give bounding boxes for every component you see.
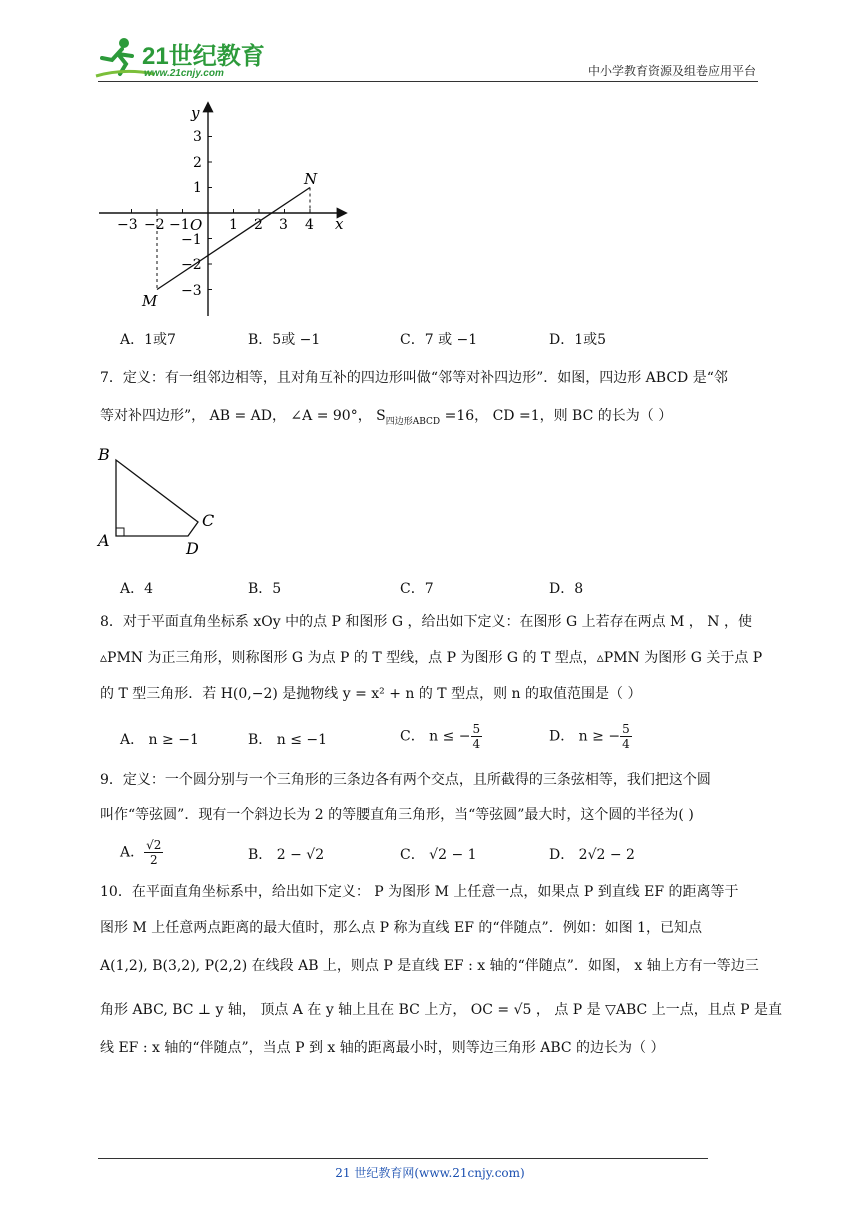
q9-text-line1: 9．定义：一个圆分别与一个三角形的三条边各有两个交点，且所截得的三条弦相等，我们把这个圆 <box>100 772 711 788</box>
y-tick: 2 <box>193 155 202 171</box>
site-logo <box>94 34 264 82</box>
q7-text-line2: 等对补四边形”， AB = AD， ∠A = 90°， $S_{四边形ABCD} =16$， CD =1，则 BC 的长为（ ） <box>100 408 673 427</box>
q6-option-a[interactable]: A．1或7 <box>120 332 176 348</box>
header-platform-text: 中小学教育资源及组卷应用平台 <box>587 64 756 78</box>
x-tick: −1 <box>169 217 190 233</box>
origin-label: O <box>190 216 203 234</box>
q10-text-line5: 线 EF : x 轴的“伴随点”，当点 P 到 x 轴的距离最小时，则等边三角形 ABC 的边长为（ ） <box>100 1040 665 1056</box>
q9-option-b[interactable]: B． 2 − √2 <box>248 847 325 863</box>
q8-text-line3: 的 T 型三角形．若 H(0,−2) 是抛物线 y = x² + n 的 T 型点，则 n 的取值范围是（ ） <box>100 686 642 702</box>
q8-option-c[interactable]: C． n ≤ − $\frac{5}{4}$ <box>400 722 481 751</box>
x-tick: 1 <box>229 217 238 233</box>
y-tick: 3 <box>193 129 202 145</box>
q7-option-b[interactable]: B．5 <box>248 581 282 597</box>
y-tick: −1 <box>181 232 202 248</box>
q6-option-b[interactable]: B．5或 −1 <box>248 332 321 348</box>
x-tick: −2 <box>144 217 165 233</box>
header-divider <box>98 81 758 82</box>
logo-main-text: 21世纪教育 <box>142 43 264 70</box>
q7-text-line1: 7．定义：有一组邻边相等，且对角互补的四边形叫做“邻等对补四边形”．如图，四边形 ABCD 是“邻 <box>100 370 728 386</box>
q7-option-d[interactable]: D．8 <box>549 581 584 597</box>
q7-option-c[interactable]: C．7 <box>400 581 434 597</box>
x-tick: 2 <box>254 217 263 233</box>
logo-url-text: www.21cnjy.com <box>144 68 224 79</box>
vertex-a-label: A <box>98 531 110 550</box>
footer-site-text[interactable]: 21 世纪教育网(www.21cnjy.com) <box>335 1166 525 1180</box>
y-tick: 1 <box>193 180 202 196</box>
q8-option-b[interactable]: B． n ≤ −1 <box>248 732 328 748</box>
q9-option-d[interactable]: D． 2√2 − 2 <box>549 847 635 863</box>
q8-text-line2: ▵PMN 为正三角形，则称图形 G 为点 P 的 T 型线，点 P 为图形 G 的 T 型点，▵PMN 为图形 G 关于点 P <box>100 650 763 666</box>
x-tick: −3 <box>117 217 138 233</box>
footer-divider <box>98 1158 708 1159</box>
vertex-d-label: D <box>186 539 199 558</box>
q7-quadrilateral-figure <box>96 440 226 560</box>
q10-text-line1: 10．在平面直角坐标系中，给出如下定义： P 为图形 M 上任意一点，如果点 P 到直线 EF 的距离等于 <box>100 884 739 900</box>
q6-option-d[interactable]: D．1或5 <box>549 332 607 348</box>
q7-option-a[interactable]: A．4 <box>120 581 154 597</box>
q9-option-c[interactable]: C． √2 − 1 <box>400 847 477 863</box>
vertex-b-label: B <box>98 445 110 464</box>
q10-text-line4: 角形 ABC, BC ⊥ y 轴， 顶点 A 在 y 轴上且在 BC 上方， OC = √5 ， 点 P 是 ▽ABC 上一点，且点 P 是直 <box>100 1002 783 1018</box>
q6-option-c[interactable]: C．7 或 −1 <box>400 332 478 348</box>
q6-coordinate-graph <box>95 98 355 320</box>
y-axis-label: y <box>191 104 200 122</box>
y-tick: −2 <box>181 257 202 273</box>
q8-text-line1: 8．对于平面直角坐标系 xOy 中的点 P 和图形 G ，给出如下定义：在图形 G 上若存在两点 M ， N ，使 <box>100 614 752 630</box>
point-m-label: M <box>142 292 158 310</box>
vertex-c-label: C <box>202 511 215 530</box>
x-tick: 4 <box>305 217 314 233</box>
x-tick: 3 <box>279 217 288 233</box>
q8-option-d[interactable]: D． n ≥ − $\frac{5}{4}$ <box>549 722 630 751</box>
segment-mn <box>157 188 310 290</box>
q10-text-line3: A(1,2), B(3,2), P(2,2) 在线段 AB 上，则点 P 是直线 EF : x 轴的“伴随点”．如图， x 轴上方有一等边三 <box>100 958 759 974</box>
q8-option-a[interactable]: A． n ≥ −1 <box>120 732 199 748</box>
q9-option-a[interactable]: A． $\frac{√2}{2}$ <box>120 838 162 867</box>
x-axis-label: x <box>335 215 344 233</box>
q9-text-line2: 叫作“等弦圆”．现有一个斜边长为 2 的等腰直角三角形，当“等弦圆”最大时，这个圆的半径为( ) <box>100 807 694 823</box>
runner-logo-icon <box>94 34 264 82</box>
q10-text-line2: 图形 M 上任意两点距离的最大值时，那么点 P 称为直线 EF 的“伴随点”．例如：如图 1，已知点 <box>100 920 703 936</box>
point-n-label: N <box>304 170 318 188</box>
y-tick: −3 <box>181 283 202 299</box>
